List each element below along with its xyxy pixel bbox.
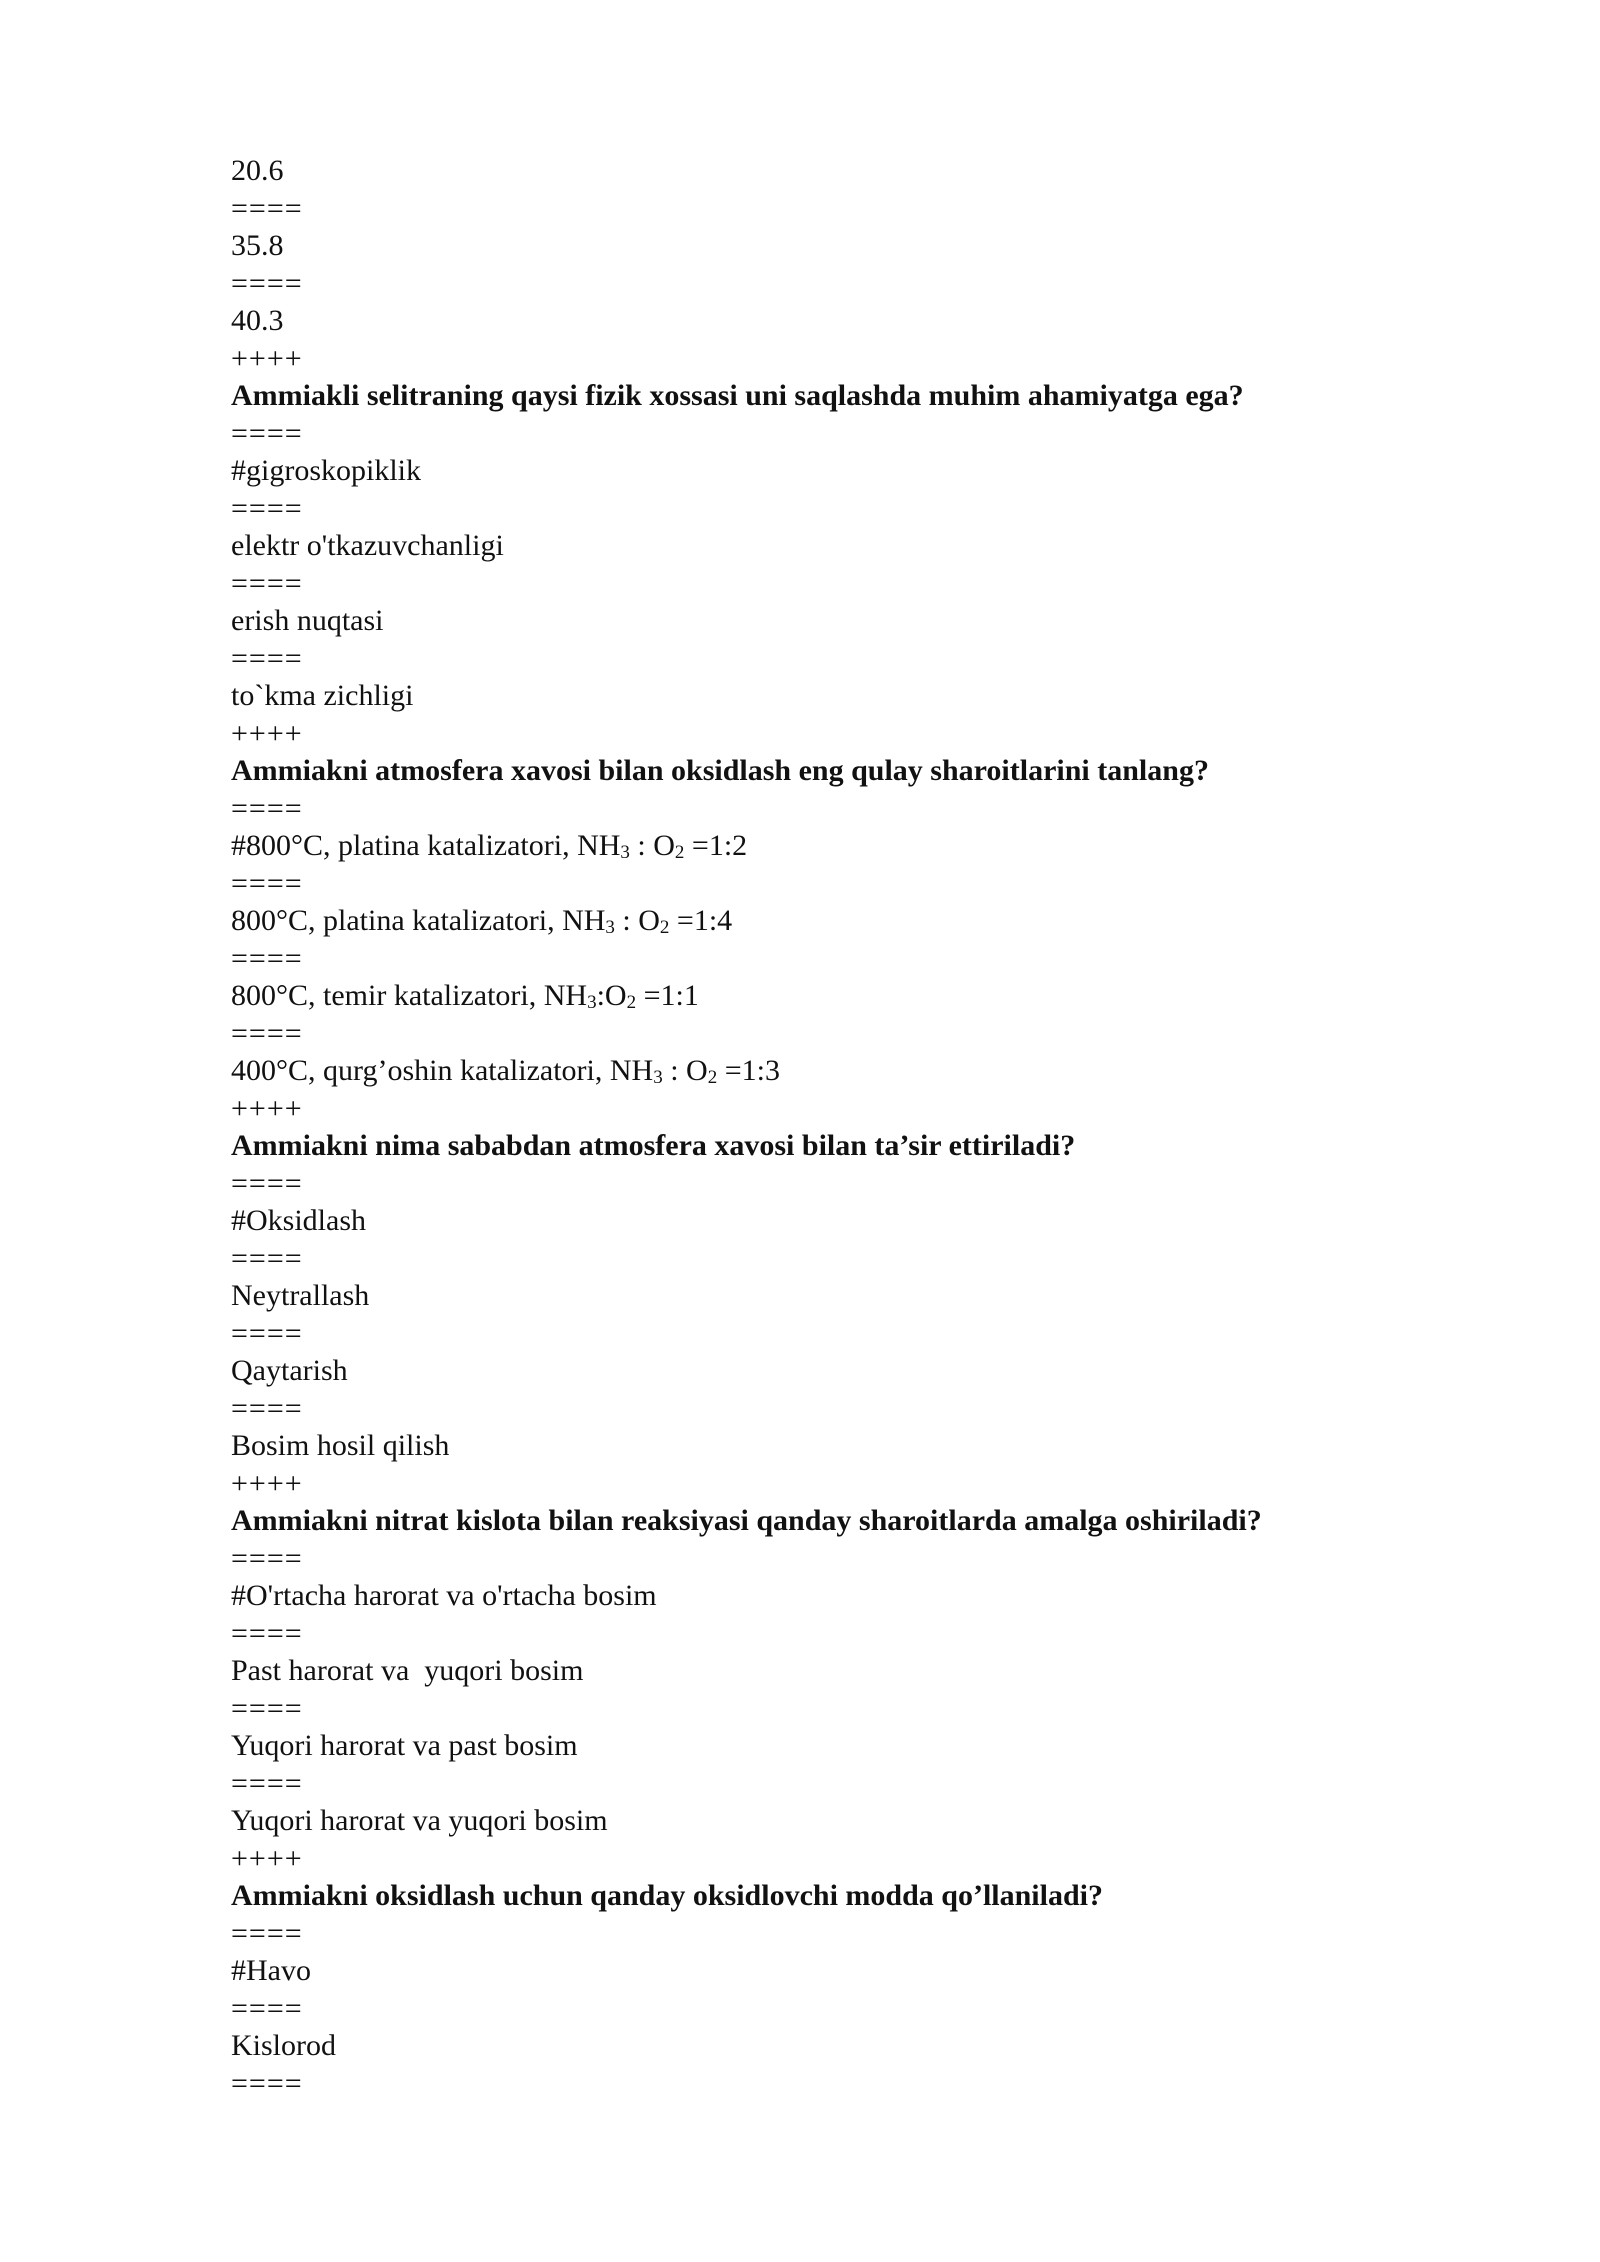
- option-separator: ====: [231, 1991, 303, 2025]
- option-separator: ====: [231, 1016, 303, 1050]
- answer-option: Kislorod: [231, 2029, 336, 2062]
- option-separator: ====: [231, 566, 303, 600]
- option-separator: ====: [231, 1166, 303, 1200]
- option-separator: ====: [231, 941, 303, 975]
- option-text-part: =1:2: [684, 829, 748, 862]
- answer-option: erish nuqtasi: [231, 604, 384, 637]
- subscript: 2: [674, 842, 685, 863]
- option-text-part: 400°C, qurg’oshin katalizatori, NH: [231, 1054, 654, 1087]
- answer-option: elektr o'tkazuvchanligi: [231, 529, 504, 562]
- subscript: 2: [659, 917, 670, 938]
- question-text: Ammiakni atmosfera xavosi bilan oksidlash eng qulay sharoitlarini tanlang?: [231, 754, 1209, 787]
- subscript: 2: [626, 992, 637, 1013]
- answer-option: #Oksidlash: [231, 1204, 366, 1237]
- question-text: Ammiakli selitraning qaysi fizik xossasi uni saqlashda muhim ahamiyatga ega?: [231, 379, 1244, 412]
- option-text-part: : O: [614, 904, 660, 937]
- question-separator: ++++: [231, 341, 303, 375]
- option-text-part: =1:3: [717, 1054, 780, 1087]
- answer-option: #Havo: [231, 1954, 311, 1987]
- option-separator: ====: [231, 866, 303, 900]
- question-text: Ammiakni nima sababdan atmosfera xavosi bilan ta’sir ettiriladi?: [231, 1129, 1076, 1162]
- option-separator: ====: [231, 791, 303, 825]
- option-separator: ====: [231, 1316, 303, 1350]
- question-separator: ++++: [231, 1091, 303, 1125]
- option-separator: ====: [231, 1616, 303, 1650]
- option-separator: ====: [231, 1916, 303, 1950]
- option-text-part: : O: [629, 829, 675, 862]
- option-text-part: :O: [596, 979, 627, 1012]
- answer-option: [231, 1052, 1431, 1090]
- option-separator: ====: [231, 1241, 303, 1275]
- option-separator: ====: [231, 641, 303, 675]
- subscript: 2: [707, 1067, 718, 1088]
- question-text: Ammiakni nitrat kislota bilan reaksiyasi qanday sharoitlarda amalga oshiriladi?: [231, 1504, 1262, 1537]
- answer-option: Neytrallash: [231, 1279, 370, 1312]
- option-text-part: 800°C, platina katalizatori, NH: [231, 904, 606, 937]
- question-text: Ammiakni oksidlash uchun qanday oksidlovchi modda qo’llaniladi?: [231, 1879, 1103, 1912]
- answer-option: #gigroskopiklik: [231, 454, 422, 487]
- answer-option: to`kma zichligi: [231, 679, 414, 712]
- option-separator: ====: [231, 1541, 303, 1575]
- question-separator: ++++: [231, 1841, 303, 1875]
- option-separator: ====: [231, 191, 303, 225]
- option-separator: ====: [231, 1691, 303, 1725]
- option-text-part: =1:1: [636, 979, 699, 1012]
- question-separator: ++++: [231, 1466, 303, 1500]
- answer-option: [231, 977, 1431, 1015]
- option-separator: ====: [231, 2066, 303, 2100]
- subscript: 3: [605, 917, 615, 938]
- option-separator: ====: [231, 1766, 303, 1800]
- subscript: 3: [620, 842, 630, 863]
- option-separator: ====: [231, 266, 303, 300]
- answer-option: [231, 902, 1431, 940]
- option-separator: ====: [231, 1391, 303, 1425]
- answer-option: Yuqori harorat va past bosim: [231, 1729, 578, 1762]
- answer-option: 20.6: [231, 154, 284, 187]
- answer-option: Qaytarish: [231, 1354, 348, 1387]
- subscript: 3: [587, 992, 597, 1013]
- answer-option: 40.3: [231, 304, 284, 337]
- answer-option: #O'rtacha harorat va o'rtacha bosim: [231, 1579, 657, 1612]
- option-text-part: =1:4: [669, 904, 733, 937]
- option-text-part: : O: [662, 1054, 708, 1087]
- document-page: [231, 152, 1431, 2102]
- question-separator: ++++: [231, 716, 303, 750]
- answer-option: 35.8: [231, 229, 284, 262]
- option-text-part: #800°C, platina katalizatori, NH: [231, 829, 621, 862]
- subscript: 3: [653, 1067, 663, 1088]
- option-text-part: 800°C, temir katalizatori, NH: [231, 979, 588, 1012]
- answer-option: Yuqori harorat va yuqori bosim: [231, 1804, 608, 1837]
- answer-option: [231, 827, 1431, 865]
- option-separator: ====: [231, 491, 303, 525]
- answer-option: Past harorat va yuqori bosim: [231, 1654, 584, 1687]
- option-separator: ====: [231, 416, 303, 450]
- answer-option: Bosim hosil qilish: [231, 1429, 450, 1462]
